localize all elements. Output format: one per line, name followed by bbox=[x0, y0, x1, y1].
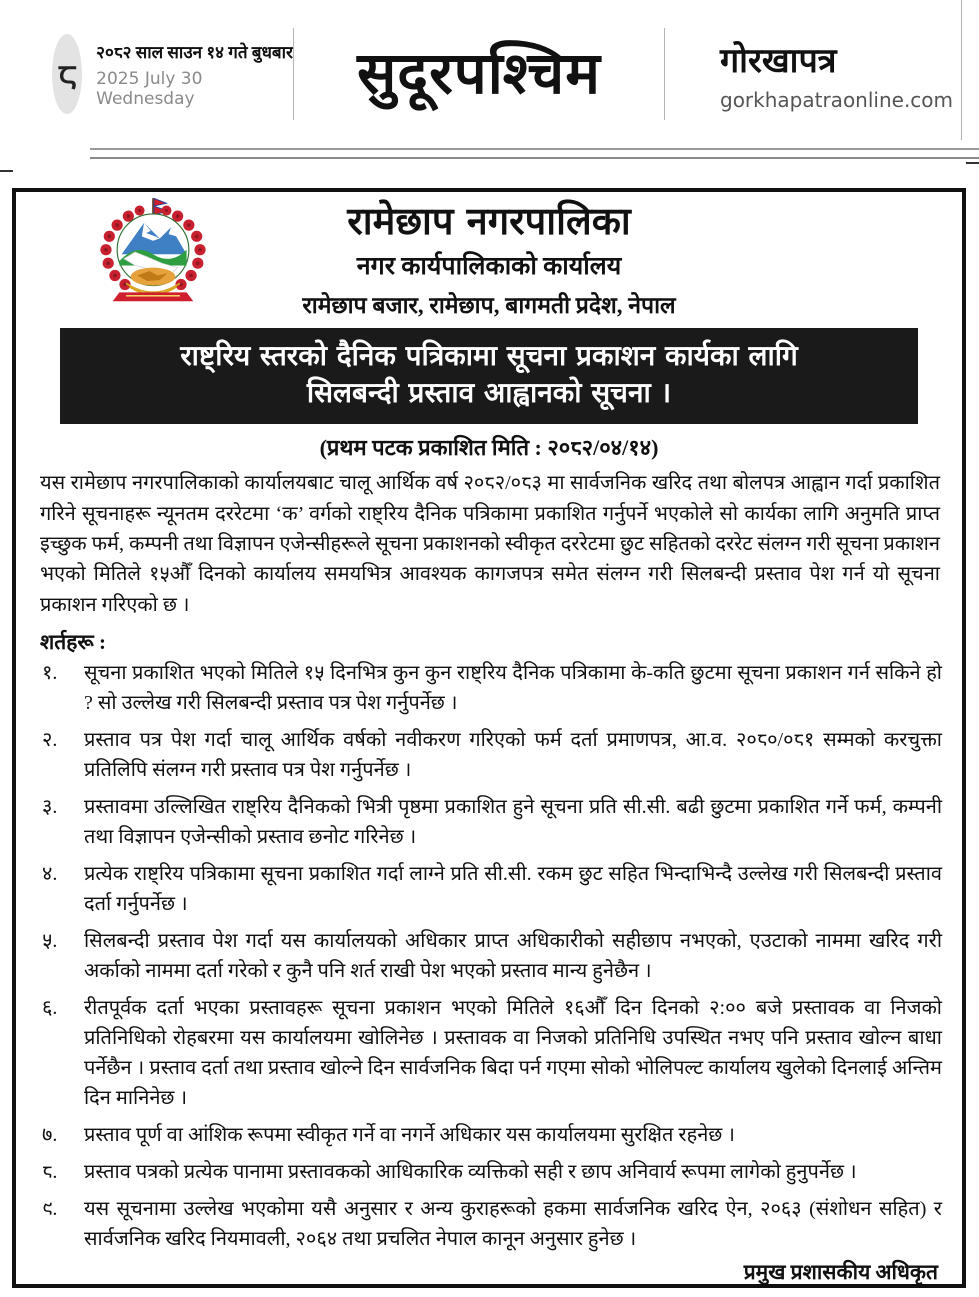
left-edge-tick bbox=[0, 170, 13, 172]
term-text: प्रस्ताव पत्रको प्रत्येक पानामा प्रस्तावकको आधिकारिक व्यक्तिको सही र छाप अनिवार्य रूपमा लागेको हुनुपर्नेछ । bbox=[84, 1161, 857, 1184]
term-text: प्रत्येक राष्ट्रिय पत्रिकामा सूचना प्रकाशित गर्दा लाग्ने प्रति सी.सी. रकम छुट सहित भिन्दाभिन्दै उल्लेख गरी सिलबन्दी प्रस्ताव दर्ता गर्नुपर्नेछ । bbox=[84, 863, 942, 916]
page-edge-rule bbox=[961, 0, 962, 140]
term-number: ४. bbox=[42, 863, 58, 886]
term-number: ३. bbox=[42, 796, 58, 819]
notice-box bbox=[12, 188, 966, 1288]
term-text: प्रस्ताव पत्र पेश गर्दा चालू आर्थिक वर्षको नवीकरण गरिएको फर्म दर्ता प्रमाणपत्र, आ.व. २०८०/०८१ सम्मको करचुक्ता प्रतिलिपि संलग्न गरी प्रस्ताव पत्र पेश गर्नुपर्नेछ । bbox=[84, 729, 942, 782]
municipality-emblem-logo bbox=[94, 196, 212, 308]
newspaper-masthead bbox=[0, 0, 979, 148]
term-number: ५. bbox=[42, 930, 58, 953]
right-edge-tick bbox=[966, 162, 979, 164]
newspaper-website: gorkhapatraonline.com bbox=[720, 88, 954, 112]
term-text: प्रस्तावमा उल्लिखित राष्ट्रिय दैनिकको भित्री पृष्ठमा प्रकाशित हुने सूचना प्रति सी.सी. बढी छुटमा प्रकाशित गर्ने फर्म, कम्पनी तथा विज्ञापन एजेन्सीको प्रस्ताव छनोट गरिनेछ । bbox=[84, 796, 942, 849]
masthead-left bbox=[0, 34, 293, 114]
organization-name: रामेछाप नगरपालिका bbox=[347, 199, 631, 243]
newspaper-brand: गोरखापत्र bbox=[720, 41, 837, 81]
term-item-2 bbox=[42, 725, 942, 785]
terms-list bbox=[42, 658, 942, 1254]
notice-title-line1: राष्ट्रिय स्तरको दैनिक पत्रिकामा सूचना प्रकाशन कार्यका लागि bbox=[180, 338, 798, 372]
term-number: २. bbox=[42, 729, 58, 752]
term-text: यस सूचनामा उल्लेख भएकोमा यसै अनुसार र अन्य कुराहरूको हकमा सार्वजनिक खरिद ऐन, २०६३ (संशोधन सहित) र सार्वजनिक खरिद नियमावली, २०६४ तथा प्रचलित नेपाल कानून अनुसार हुनेछ । bbox=[84, 1198, 942, 1251]
term-text: रीतपूर्वक दर्ता भएका प्रस्तावहरू सूचना प्रकाशन भएको मितिले १६औँ दिन दिनको २:०० बजे प्रस्तावक वा निजको प्रतिनिधिको रोहबरमा यस कार्यालयमा खोलिनेछ । प्रस्तावक वा निजको प्रतिनिधि उपस्थित नभए पनि प्रस्ताव खोल्न बाधा पर्नेछैन । प्रस्ताव दर्ता तथा प्रस्ताव खोल्ने दिन सार्वजनिक बिदा पर्न गएमा सोको भोलिपल्ट कार्यालय खुलेको दिनलाई अन्तिम दिन मानिनेछ । bbox=[84, 997, 942, 1110]
english-date: 2025 July 30 Wednesday bbox=[96, 68, 203, 109]
term-number: १. bbox=[42, 662, 58, 685]
office-name: नगर कार्यपालिकाको कार्यालय bbox=[356, 252, 622, 280]
masthead-brand-block bbox=[665, 36, 979, 112]
term-number: ९. bbox=[42, 1198, 58, 1221]
date-block bbox=[96, 40, 293, 109]
organization-header bbox=[16, 192, 962, 320]
signature-title: प्रमुख प्रशासकीय अधिकृत bbox=[743, 1260, 938, 1285]
term-text: प्रस्ताव पूर्ण वा आंशिक रूपमा स्वीकृत गर्ने वा नगर्ने अधिकार यस कार्यालयमा सुरक्षित रहनेछ । bbox=[84, 1124, 735, 1147]
handshake-icon bbox=[131, 268, 176, 286]
term-text: सिलबन्दी प्रस्ताव पेश गर्दा यस कार्यालयको अधिकार प्राप्त अधिकारीको सहीछाप नभएको, एउटाको नाममा खरिद गरी अर्काको नाममा दर्ता गरेको र कुनै पनि शर्त राखी पेश भएको प्रस्ताव मान्य हुनेछैन । bbox=[84, 930, 942, 983]
term-item-5 bbox=[42, 926, 942, 986]
section-title: सुदूरपश्चिम bbox=[357, 39, 601, 108]
term-item-9 bbox=[42, 1194, 942, 1254]
term-item-6 bbox=[42, 993, 942, 1113]
notice-title-banner bbox=[60, 328, 918, 425]
term-item-1 bbox=[42, 658, 942, 718]
page-number: ८ bbox=[56, 53, 78, 100]
first-published-date: (प्रथम पटक प्रकाशित मिति : २०८२/०४/१४) bbox=[319, 435, 659, 461]
office-address: रामेछाप बजार, रामेछाप, बागमती प्रदेश, नेपाल bbox=[302, 292, 676, 318]
term-item-7 bbox=[42, 1120, 942, 1150]
term-item-3 bbox=[42, 792, 942, 852]
term-item-4 bbox=[42, 859, 942, 919]
page-number-badge bbox=[52, 34, 82, 114]
notice-title-line2: सिलबन्दी प्रस्ताव आह्वानको सूचना । bbox=[306, 376, 672, 410]
term-number: ७. bbox=[42, 1124, 58, 1147]
masthead-double-rule bbox=[90, 148, 979, 159]
term-number: ६. bbox=[42, 997, 58, 1020]
nepali-date: २०८२ साल साउन १४ गते बुधबार bbox=[96, 42, 293, 62]
term-text: सूचना प्रकाशित भएको मितिले १५ दिनभित्र कुन कुन राष्ट्रिय दैनिक पत्रिकामा के-कति छुटमा सूचना प्रकाशन गर्न सकिने हो ? सो उल्लेख गरी सिलबन्दी प्रस्ताव पत्र पेश गर्नुपर्नेछ । bbox=[84, 662, 942, 715]
term-item-8 bbox=[42, 1157, 942, 1187]
notice-intro-paragraph: यस रामेछाप नगरपालिकाको कार्यालयबाट चालू आर्थिक वर्ष २०८२/०८३ मा सार्वजनिक खरिद तथा बोलपत्र आह्वान गर्दा प्रकाशित गरिने सूचनाहरू न्यूनतम दररेटमा ‘क’ वर्गको राष्ट्रिय दैनिक पत्रिकामा प्रकाशित गर्नुपर्ने भएकोले सो कार्यका लागि अनुमति प्राप्त इच्छुक फर्म, कम्पनी तथा विज्ञापन एजेन्सीहरूले सूचना प्रकाशनको स्वीकृत दररेटमा छुट सहितको दररेट संलग्न गरी सूचना प्रकाशन भएको मितिले १५औँ दिनको कार्यालय समयभित्र आवश्यक कागजपत्र समेत संलग्न गरी सिलबन्दी प्रस्ताव पेश गर्न यो सूचना प्रकाशन गरिएको छ । bbox=[40, 472, 940, 616]
term-number: ८. bbox=[42, 1161, 58, 1184]
terms-heading: शर्तहरू : bbox=[40, 630, 106, 655]
ribbon-banner-icon bbox=[113, 292, 194, 301]
